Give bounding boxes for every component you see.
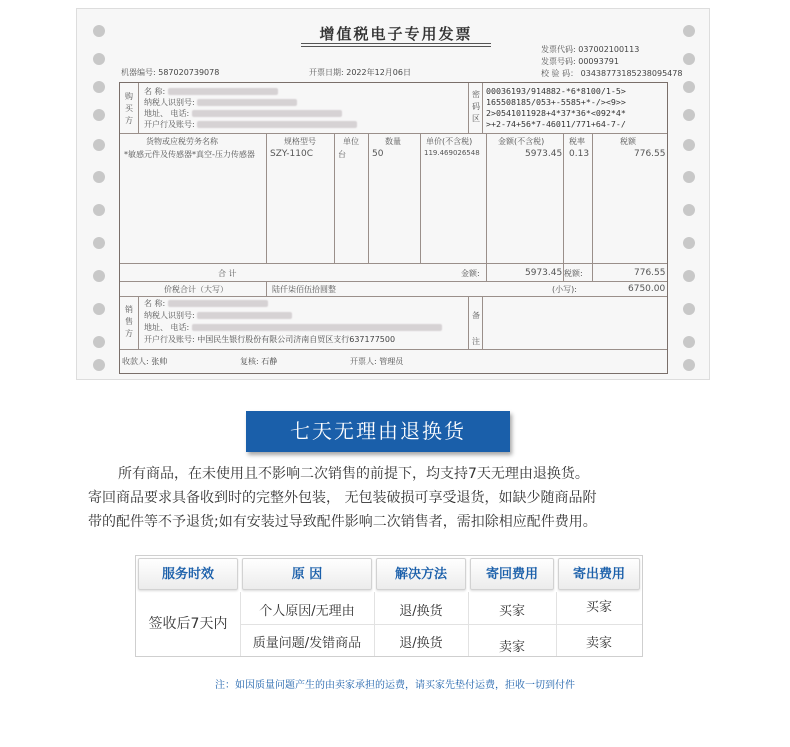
- shipping-note: 注：如因质量问题产生的由卖家承担的运费，请买家先垫付运费，拒收一切到付件: [215, 680, 575, 691]
- hole-left-5: [93, 139, 105, 151]
- redacted-seller-name: [168, 300, 268, 307]
- col-unit-header: 单位: [343, 137, 359, 146]
- invoice-image: [76, 8, 710, 380]
- header-reason: 原 因: [242, 558, 372, 590]
- hole-right-8: [683, 237, 695, 249]
- line-col-spec: [266, 133, 267, 263]
- invoice-code: 发票代码: 037002100113: [541, 45, 640, 54]
- hole-right-1: [683, 25, 695, 37]
- line-col-rate: [563, 133, 564, 281]
- line-buyer-bottom: [120, 133, 667, 134]
- col-price-header: 单价(不含税): [426, 137, 473, 146]
- header-service-period: 服务时效: [138, 558, 238, 590]
- total-tax: 776.55: [634, 268, 666, 278]
- hole-left-1: [93, 25, 105, 37]
- return-policy-banner: 七天无理由退换货: [246, 411, 510, 452]
- total-amount: 5973.45: [525, 268, 563, 278]
- row1-reason: 个人原因/无理由: [259, 604, 355, 619]
- line-grand-mid: [266, 281, 267, 296]
- cipher-line-1: 00036193/914882-*6*8100/1-5>: [486, 86, 626, 96]
- line-remark-side: [482, 296, 483, 349]
- seller-taxid-row: 纳税人识别号:: [144, 310, 292, 321]
- seller-addr-row: 地址、 电话:: [144, 322, 442, 333]
- row-divider: [240, 624, 642, 625]
- hole-right-7: [683, 204, 695, 216]
- item-rate: 0.13: [569, 149, 590, 159]
- hole-left-8: [93, 237, 105, 249]
- col-amount-header: 金额(不含税): [498, 137, 545, 146]
- payee: 收款人: 张帅: [122, 357, 168, 366]
- redacted-buyer-name: [168, 88, 278, 95]
- total-tax-label: 税额:: [564, 269, 583, 278]
- invoice-title: 增值税电子专用发票: [319, 25, 473, 43]
- line-items-bottom: [120, 263, 667, 264]
- service-table: [135, 555, 643, 657]
- hole-right-4: [683, 109, 695, 121]
- line-col-tax: [592, 133, 593, 281]
- buyer-bank-row: 开户行及账号:: [144, 119, 357, 130]
- header-return-fee: 寄回费用: [470, 558, 554, 590]
- hole-right-3: [683, 81, 695, 93]
- invoice-number: 发票号码: 00093791: [541, 57, 619, 66]
- line-total-bottom: [120, 281, 667, 282]
- redacted-buyer-taxid: [197, 99, 297, 106]
- cipher-line-2: 165508185/053+-5585+*-/><9>>: [486, 97, 626, 107]
- grand-small: 6750.00: [628, 284, 666, 294]
- col-goods-header: 货物或应税劳务名称: [146, 137, 218, 146]
- seller-bank-row: 开户行及账号: 中国民生银行股份有限公司济南自贸区支行637177500: [144, 335, 396, 344]
- hole-right-12: [683, 359, 695, 371]
- row1-send-fee: 买家: [585, 600, 612, 615]
- row2-send-fee: 卖家: [585, 636, 612, 651]
- hole-left-9: [93, 270, 105, 282]
- item-spec: SZY-110C: [270, 149, 314, 159]
- hole-left-3: [93, 81, 105, 93]
- cipher-side-label: 密码区: [472, 90, 480, 123]
- grand-label: 价税合计（大写）: [164, 285, 228, 294]
- line-seller-bottom: [120, 349, 667, 350]
- line-col-amount: [486, 133, 487, 281]
- hole-left-11: [93, 336, 105, 348]
- item-tax: 776.55: [634, 149, 666, 159]
- hole-left-2: [93, 53, 105, 65]
- col-qty-header: 数量: [385, 137, 401, 146]
- row2-reason: 质量问题/发错商品: [252, 636, 362, 651]
- buyer-taxid-row: 纳税人识别号:: [144, 97, 297, 108]
- row1-return-fee: 买家: [498, 604, 525, 619]
- col-tax-header: 税额: [620, 137, 636, 146]
- hole-left-12: [93, 359, 105, 371]
- machine-number: 机器编号: 587020739078: [121, 68, 220, 77]
- item-name: *敏感元件及传感器*真空-压力传感器: [124, 150, 255, 159]
- line-col-qty: [368, 133, 369, 263]
- seller-side-label: 销售方: [125, 305, 133, 338]
- policy-line-2: 寄回商品要求具备收到时的完整外包装， 无包装破损可享受退货，如缺少随商品附: [88, 490, 597, 506]
- header-solution: 解决方法: [376, 558, 466, 590]
- remark-side-label: 备注: [472, 311, 480, 346]
- row1-solution: 退/换货: [399, 604, 443, 619]
- invoice-frame: [119, 82, 668, 374]
- reviewer: 复核: 石静: [240, 357, 278, 366]
- title-underline-2: [301, 46, 491, 47]
- item-amount: 5973.45: [525, 149, 563, 159]
- header-send-fee: 寄出费用: [558, 558, 640, 590]
- invoice-date: 开票日期: 2022年12月06日: [309, 68, 411, 77]
- issuer: 开票人: 管理员: [350, 357, 404, 366]
- redacted-seller-taxid: [197, 312, 292, 319]
- redacted-seller-addr: [192, 324, 442, 331]
- title-underline-1: [301, 43, 491, 44]
- item-qty: 50: [372, 149, 384, 159]
- col-spec-header: 规格型号: [284, 137, 316, 146]
- hole-left-10: [93, 303, 105, 315]
- total-label: 合 计: [218, 269, 237, 278]
- item-unit: 台: [338, 150, 346, 159]
- policy-line-3: 带的配件等不予退货;如有安装过导致配件影响二次销售者，需扣除相应配件费用。: [88, 514, 597, 530]
- hole-right-5: [683, 139, 695, 151]
- item-price: 119.469026548: [424, 149, 480, 157]
- line-remark-left: [468, 296, 469, 349]
- invoice-check-code: 校 验 码： 03438773185238095478: [541, 69, 683, 78]
- cipher-line-3: 2>0541011928+4*37*36*<092*4*: [486, 108, 626, 118]
- cipher-line-4: >+2-74+56*7-46011/771+64-7-/: [486, 119, 626, 129]
- hole-left-6: [93, 171, 105, 183]
- redacted-buyer-addr: [192, 110, 342, 117]
- line-col-unit: [334, 133, 335, 263]
- hole-right-2: [683, 53, 695, 65]
- grand-small-label: (小写):: [552, 285, 577, 294]
- policy-line-1: 所有商品，在未使用且不影响二次销售的前提下，均支持7天无理由退换货。: [118, 466, 589, 482]
- grand-words: 陆仟柒佰伍拾圆整: [272, 285, 336, 294]
- hole-right-9: [683, 270, 695, 282]
- buyer-name-row: 名 称:: [144, 86, 278, 97]
- total-amount-label: 金额:: [461, 269, 480, 278]
- hole-right-11: [683, 336, 695, 348]
- line-seller-side: [138, 296, 139, 349]
- buyer-side-label: 购买方: [125, 92, 133, 125]
- hole-left-4: [93, 109, 105, 121]
- line-grand-bottom: [120, 296, 667, 297]
- line-buyer-side: [138, 83, 139, 133]
- row2-return-fee: 卖家: [498, 640, 525, 655]
- policy-text: [0, 462, 790, 534]
- hole-left-7: [93, 204, 105, 216]
- col-rate-header: 税率: [569, 137, 585, 146]
- service-period: 签收后7天内: [148, 616, 228, 632]
- hole-right-10: [683, 303, 695, 315]
- redacted-buyer-bank: [197, 121, 357, 128]
- row2-solution: 退/换货: [399, 636, 443, 651]
- hole-right-6: [683, 171, 695, 183]
- seller-name-row: 名 称:: [144, 298, 268, 309]
- line-cipher-side: [482, 83, 483, 133]
- line-cipher-left: [468, 83, 469, 133]
- line-col-price: [420, 133, 421, 263]
- buyer-addr-row: 地址、 电话:: [144, 108, 342, 119]
